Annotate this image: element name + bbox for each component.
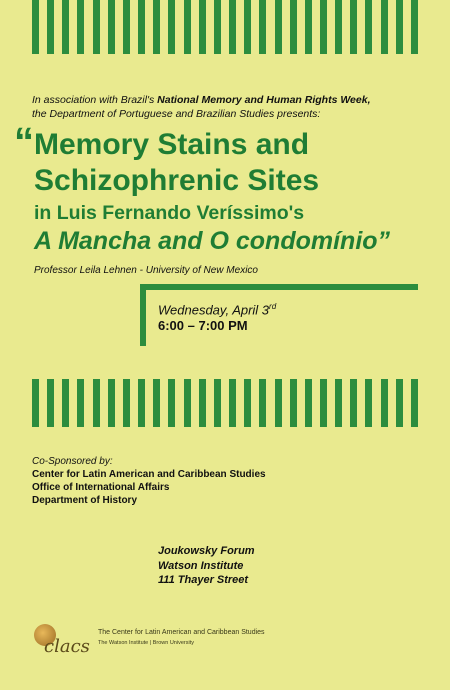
stripe-bar (214, 379, 221, 427)
stripe-bar (244, 0, 251, 54)
stripe-bar (381, 0, 388, 54)
date-rule-horizontal (140, 284, 418, 290)
venue-line2: Watson Institute (158, 559, 244, 572)
stripe-bar (47, 379, 54, 427)
stripe-bar (108, 379, 115, 427)
stripe-bar (62, 379, 69, 427)
date-rule-vertical (140, 284, 146, 346)
stripe-bar (93, 0, 100, 54)
stripe-bar (381, 379, 388, 427)
stripe-bar (320, 379, 327, 427)
intro-text (32, 94, 422, 121)
stripe-bar (199, 0, 206, 54)
stripe-bar (32, 379, 39, 427)
event-date-suffix: rd (269, 302, 277, 311)
cosponsor-item: Office of International Affairs (32, 482, 170, 493)
title-line4: A Mancha and O condomínio” (34, 227, 391, 255)
cosponsors-heading: Co-Sponsored by: (32, 456, 113, 467)
stripe-bar (184, 0, 191, 54)
event-date-text: Wednesday, April 3 (158, 302, 270, 318)
stripe-bar (259, 379, 266, 427)
title-line3: in Luis Fernando Veríssimo's (34, 202, 305, 224)
stripe-bar (32, 0, 39, 54)
stripe-bar (214, 0, 221, 54)
stripe-bar (244, 379, 251, 427)
stripe-bar (93, 379, 100, 427)
intro-event-name: National Memory and Human Rights Week, (157, 94, 371, 106)
stripe-bar (108, 0, 115, 54)
cosponsor-item: Center for Latin American and Caribbean Studies (32, 469, 266, 480)
stripe-bar (138, 0, 145, 54)
cosponsor-item: Department of History (32, 495, 138, 506)
stripe-bar (229, 379, 236, 427)
stripe-bar (305, 0, 312, 54)
stripe-bar (350, 0, 357, 54)
venue (158, 544, 255, 588)
title-line2: Schizophrenic Sites (34, 164, 320, 197)
logo-wordmark: clacs (44, 636, 90, 657)
stripe-bar (47, 0, 54, 54)
clacs-logo (32, 622, 272, 658)
stripe-bar (199, 379, 206, 427)
stripe-bar (62, 0, 69, 54)
stripe-bar (153, 0, 160, 54)
stripe-bar (168, 0, 175, 54)
middle-stripe-band (32, 379, 418, 427)
stripe-bar (335, 379, 342, 427)
event-time: 6:00 – 7:00 PM (158, 318, 248, 333)
stripe-bar (184, 379, 191, 427)
stripe-bar (77, 0, 84, 54)
venue-line3: 111 Thayer Street (158, 574, 249, 586)
logo-text (98, 628, 265, 648)
stripe-bar (275, 379, 282, 427)
stripe-bar (335, 0, 342, 54)
stripe-bar (275, 0, 282, 54)
open-quote: “ (14, 120, 34, 164)
stripe-bar (138, 379, 145, 427)
intro-line1: In association with Brazil's (32, 94, 158, 106)
stripe-bar (396, 379, 403, 427)
top-stripe-band (32, 0, 418, 54)
cosponsors (32, 455, 266, 507)
stripe-bar (153, 379, 160, 427)
stripe-bar (305, 379, 312, 427)
stripe-bar (365, 379, 372, 427)
stripe-bar (259, 0, 266, 54)
stripe-bar (350, 379, 357, 427)
title-line1: Memory Stains and (34, 128, 310, 161)
stripe-bar (365, 0, 372, 54)
stripe-bar (123, 379, 130, 427)
venue-line1: Joukowsky Forum (158, 545, 255, 557)
stripe-bar (290, 0, 297, 54)
stripe-bar (396, 0, 403, 54)
stripe-bar (290, 379, 297, 427)
stripe-bar (411, 0, 418, 54)
speaker: Professor Leila Lehnen - University of New Mexico (34, 265, 258, 276)
stripe-bar (320, 0, 327, 54)
stripe-bar (229, 0, 236, 54)
stripe-bar (411, 379, 418, 427)
intro-line2: the Department of Portuguese and Brazilian Studies presents: (32, 107, 321, 120)
stripe-bar (168, 379, 175, 427)
logo-sub: The Watson Institute | Brown University (98, 640, 194, 646)
logo-name: The Center for Latin American and Caribbean Studies (98, 629, 265, 636)
stripe-bar (77, 379, 84, 427)
stripe-bar (123, 0, 130, 54)
